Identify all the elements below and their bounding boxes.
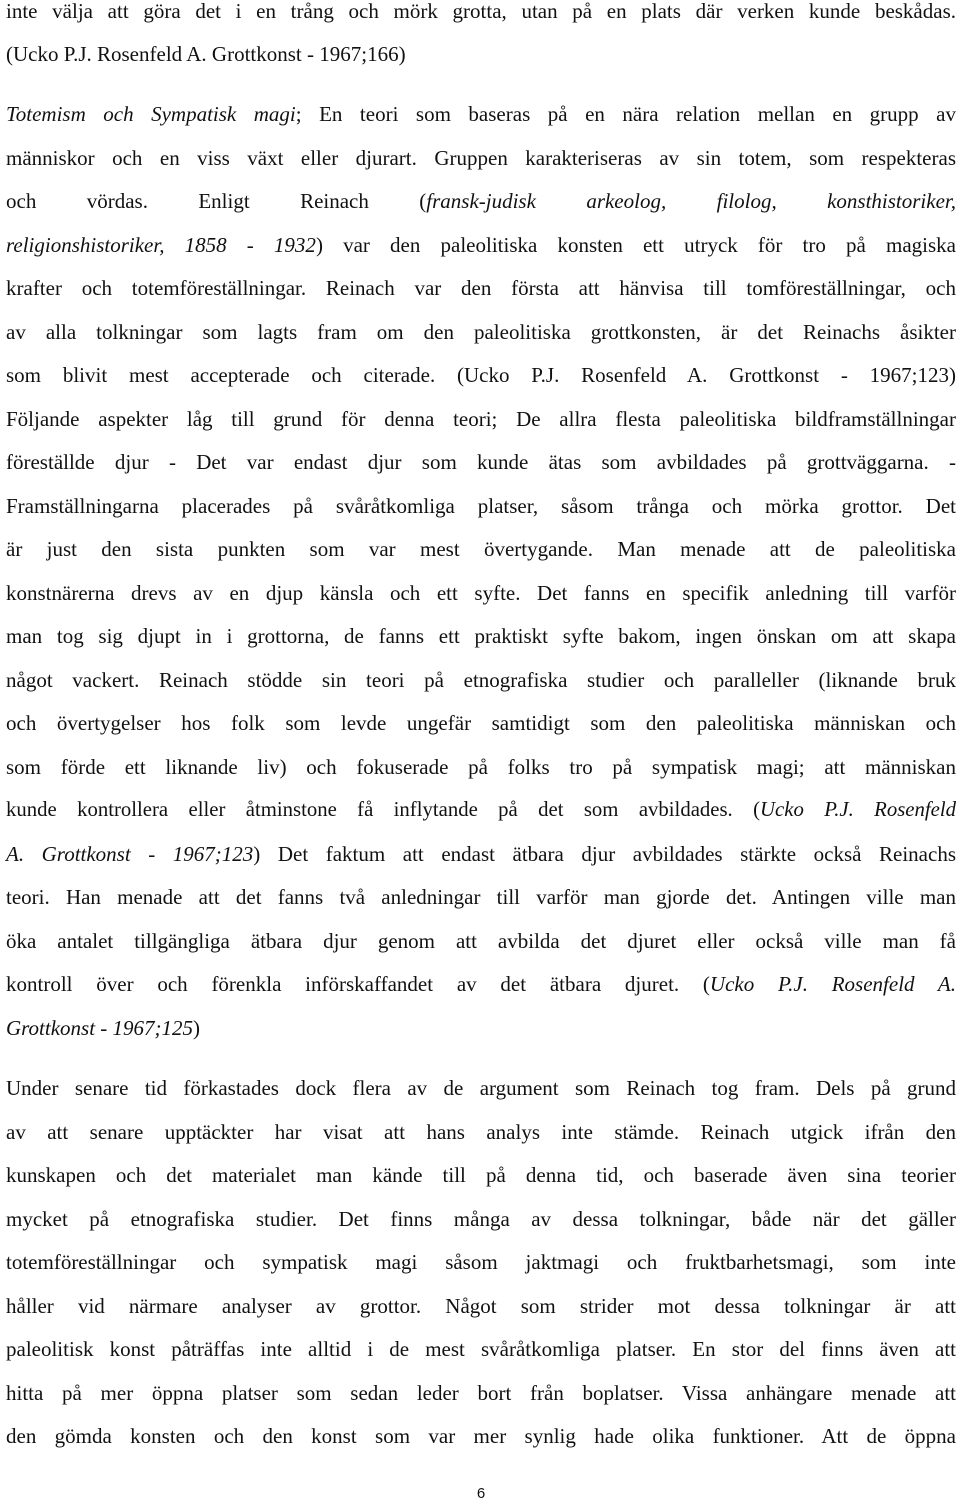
text-line: den gömda konsten och den konst som var mer synlig hade olika funktioner. Att de öppna	[6, 1424, 956, 1448]
document-page	[6, 0, 956, 1509]
text-line: inte välja att göra det i en trång och mörk grotta, utan på en plats där verken kunde beskådas.	[6, 0, 956, 23]
text-line: krafter och totemföreställningar. Reinach var den första att hänvisa till tomföreställningar, och	[6, 276, 956, 300]
text-line: teori. Han menade att det fanns två anledningar till varför man gjorde det. Antingen ville man	[6, 885, 956, 909]
text-line: av alla tolkningar som lagts fram om den paleolitiska grottkonsten, är det Reinachs åsikter	[6, 320, 956, 344]
text-line: A. Grottkonst - 1967;123) Det faktum att endast ätbara djur avbildades stärkte också Reinachs	[6, 842, 956, 866]
text-line: och vördas. Enligt Reinach (fransk-judisk arkeolog, filolog, konsthistoriker,	[6, 189, 956, 213]
text-line: kunde kontrollera eller åtminstone få inflytande på det som avbildades. (Ucko P.J. Rosenfeld	[6, 799, 956, 821]
text-line: Grottkonst - 1967;125)	[6, 1016, 201, 1040]
text-line: (Ucko P.J. Rosenfeld A. Grottkonst - 1967;166)	[6, 42, 406, 66]
text-line: totemföreställningar och sympatisk magi såsom jaktmagi och fruktbarhetsmagi, som inte	[6, 1250, 956, 1274]
text-line: konstnärerna drevs av en djup känsla och ett syfte. Det fanns en specifik anledning till varför	[6, 581, 956, 605]
text-line: öka antalet tillgängliga ätbara djur genom att avbilda det djuret eller också ville man få	[6, 929, 956, 953]
text-line: och övertygelser hos folk som levde ungefär samtidigt som den paleolitiska människan och	[6, 711, 956, 735]
text-line: Följande aspekter låg till grund för denna teori; De allra flesta paleolitiska bildframställningar	[6, 407, 956, 431]
text-line: något vackert. Reinach stödde sin teori på etnografiska studier och paralleller (liknande bruk	[6, 668, 956, 692]
text-line: paleolitisk konst påträffas inte alltid i de mest svåråtkomliga platser. En stor del finns även att	[6, 1337, 956, 1361]
text-line: man tog sig djupt in i grottorna, de fanns ett praktiskt syfte bakom, ingen önskan om att skapa	[6, 624, 956, 648]
text-line: mycket på etnografiska studier. Det finns många av dessa tolkningar, både när det gäller	[6, 1207, 956, 1231]
text-line: Framställningarna placerades på svåråtkomliga platser, såsom trånga och mörka grottor. Det	[6, 494, 956, 518]
page-number: 6	[476, 1485, 486, 1502]
text-line: som blivit mest accepterade och citerade. (Ucko P.J. Rosenfeld A. Grottkonst - 1967;123)	[6, 363, 956, 387]
text-line: föreställde djur - Det var endast djur som kunde ätas som avbildades på grottväggarna. -	[6, 450, 956, 474]
text-line: Under senare tid förkastades dock flera av de argument som Reinach tog fram. Dels på grund	[6, 1076, 956, 1100]
text-line: av att senare upptäckter har visat att hans analys inte stämde. Reinach utgick ifrån den	[6, 1120, 956, 1144]
text-line: människor och en viss växt eller djurart. Gruppen karakteriseras av sin totem, som respekteras	[6, 146, 956, 170]
text-line: religionshistoriker, 1858 - 1932) var den paleolitiska konsten ett utryck för tro på magiska	[6, 233, 956, 257]
text-line: håller vid närmare analyser av grottor. Något som strider mot dessa tolkningar är att	[6, 1294, 956, 1318]
text-line: kunskapen och det materialet man kände till på denna tid, och baserade även sina teorier	[6, 1163, 956, 1187]
text-line: Totemism och Sympatisk magi; En teori som baseras på en nära relation mellan en grupp av	[6, 102, 956, 126]
text-line: hitta på mer öppna platser som sedan leder bort från boplatser. Vissa anhängare menade att	[6, 1381, 956, 1405]
text-line: är just den sista punkten som var mest övertygande. Man menade att de paleolitiska	[6, 537, 956, 561]
text-line: som förde ett liknande liv) och fokuserade på folks tro på sympatisk magi; att människan	[6, 755, 956, 779]
text-line: kontroll över och förenkla införskaffandet av det ätbara djuret. (Ucko P.J. Rosenfeld A.	[6, 972, 956, 996]
